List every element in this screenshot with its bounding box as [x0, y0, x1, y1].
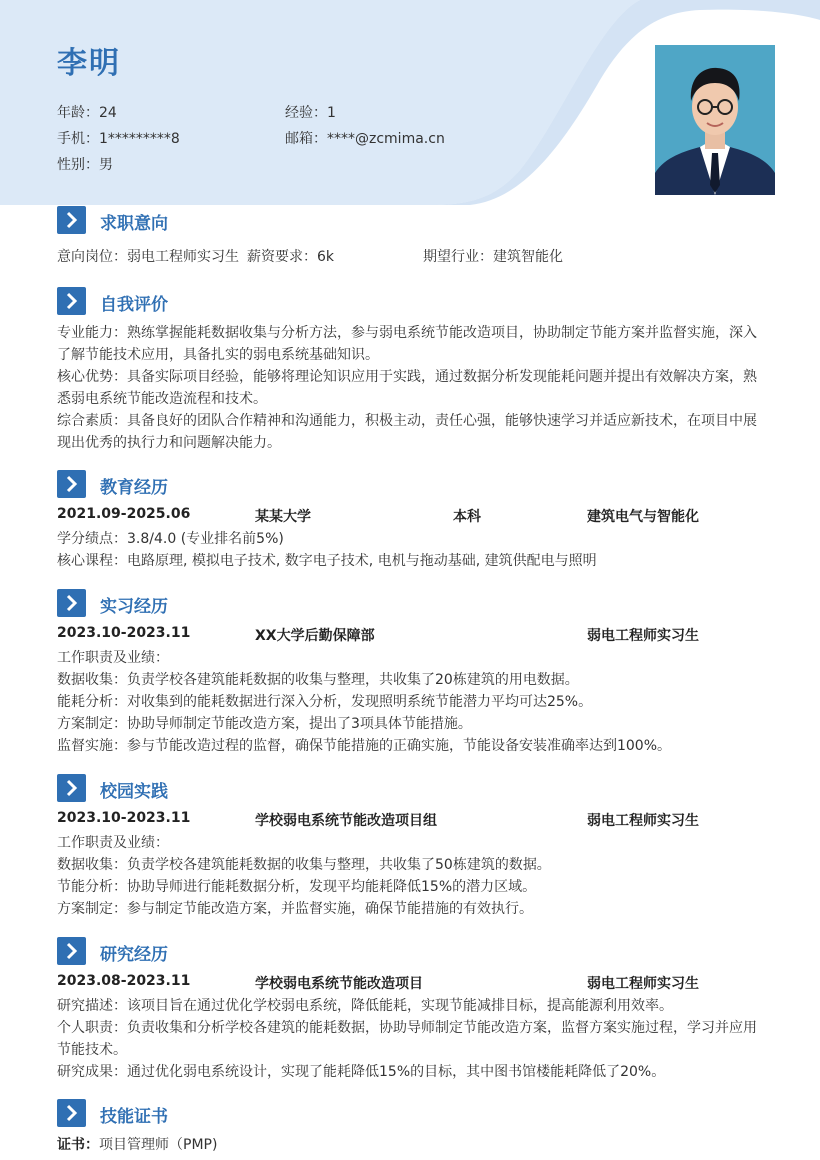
chevron-right-icon [57, 937, 86, 965]
gender-field [57, 154, 113, 174]
profile-photo [655, 45, 775, 195]
campus-line: 数据收集：负责学校各建筑能耗数据的收集与整理，共收集了50栋建筑的数据。 [57, 857, 551, 873]
internship-summary-row [57, 625, 765, 647]
chevron-right-icon [57, 589, 86, 617]
self-eval-line: 综合素质：具备良好的团队合作精神和沟通能力，积极主动，责任心强，能够快速学习并适应新技术，在项目中展现出优秀的执行力和问题解决能力。 [57, 413, 757, 451]
phone-value: 1*********8 [99, 131, 180, 147]
chevron-right-icon [57, 1099, 86, 1127]
section-title: 技能证书 [100, 1107, 168, 1127]
section-header [57, 589, 765, 617]
education-summary-row [57, 506, 765, 528]
research-line: 研究成果：通过优化弱电系统设计，实现了能耗降低15%的目标，其中图书馆楼能耗降低了20%。 [57, 1064, 666, 1080]
section-title: 研究经历 [100, 945, 168, 965]
certificate-label: 证书： [57, 1137, 99, 1153]
section-title: 自我评价 [100, 295, 168, 315]
section-campus-practice [57, 774, 765, 920]
education-major: 建筑电气与智能化 [587, 509, 699, 525]
candidate-name: 李明 [57, 46, 121, 81]
gender-label: 性别： [57, 157, 99, 173]
research-role: 弱电工程师实习生 [587, 976, 699, 992]
email-value: ****@zcmima.cn [327, 131, 445, 147]
campus-org: 学校弱电系统节能改造项目组 [255, 813, 437, 829]
internship-line: 数据收集：负责学校各建筑能耗数据的收集与整理，共收集了20栋建筑的用电数据。 [57, 672, 579, 688]
expected-industry: 期望行业：建筑智能化 [423, 249, 563, 265]
section-title: 教育经历 [100, 478, 168, 498]
education-degree: 本科 [453, 509, 481, 525]
age-value: 24 [99, 105, 117, 121]
section-header [57, 470, 765, 498]
education-school: 某某大学 [255, 509, 311, 525]
section-self-evaluation [57, 287, 765, 454]
research-org: 学校弱电系统节能改造项目 [255, 976, 423, 992]
internship-period: 2023.10-2023.11 [57, 625, 191, 641]
age-field [57, 102, 117, 122]
campus-details [57, 832, 765, 920]
section-education [57, 470, 765, 572]
campus-line: 工作职责及业绩： [57, 835, 169, 851]
chevron-right-icon [57, 470, 86, 498]
section-header [57, 287, 765, 315]
education-line: 核心课程：电路原理, 模拟电子技术, 数字电子技术, 电机与拖动基础, 建筑供配电与照明 [57, 553, 597, 569]
internship-line: 工作职责及业绩： [57, 650, 169, 666]
section-internship [57, 589, 765, 757]
campus-line: 方案制定：参与制定节能改造方案，并监督实施，确保节能措施的有效执行。 [57, 901, 533, 917]
age-label: 年龄： [57, 105, 99, 121]
section-title: 实习经历 [100, 597, 168, 617]
campus-line: 节能分析：协助导师进行能耗数据分析，发现平均能耗降低15%的潜力区域。 [57, 879, 537, 895]
section-header [57, 1099, 765, 1127]
self-eval-line: 核心优势：具备实际项目经验，能够将理论知识应用于实践，通过数据分析发现能耗问题并提出有效解决方案，熟悉弱电系统节能改造流程和技术。 [57, 369, 757, 407]
education-details [57, 528, 765, 572]
section-header [57, 937, 765, 965]
research-period: 2023.08-2023.11 [57, 973, 191, 989]
section-skills [57, 1099, 765, 1156]
intended-position: 意向岗位：弱电工程师实习生 [57, 249, 239, 265]
campus-role: 弱电工程师实习生 [587, 813, 699, 829]
campus-period: 2023.10-2023.11 [57, 810, 191, 826]
section-research [57, 937, 765, 1083]
section-header [57, 206, 765, 234]
self-eval-line: 专业能力：熟练掌握能耗数据收集与分析方法，参与弱电系统节能改造项目，协助制定节能方案并监督实施，深入了解节能技术应用，具备扎实的弱电系统基础知识。 [57, 325, 757, 363]
internship-role: 弱电工程师实习生 [587, 628, 699, 644]
internship-details [57, 647, 765, 757]
email-field [285, 128, 445, 148]
certificate-value: 项目管理师（PMP) [99, 1137, 218, 1153]
internship-line: 监督实施：参与节能改造过程的监督，确保节能措施的正确实施，节能设备安装准确率达到100%。 [57, 738, 672, 754]
research-line: 个人职责：负责收集和分析学校各建筑的能耗数据，协助导师制定节能改造方案，监督方案实施过程，学习并应用节能技术。 [57, 1020, 757, 1058]
experience-label: 经验： [285, 105, 327, 121]
campus-summary-row [57, 810, 765, 832]
gender-value: 男 [99, 157, 113, 173]
expected-salary: 薪资要求：6k [247, 249, 335, 265]
section-title: 校园实践 [100, 782, 168, 802]
section-title: 求职意向 [100, 214, 168, 234]
job-intention-row [57, 246, 765, 268]
phone-label: 手机： [57, 131, 99, 147]
self-eval-text [57, 322, 765, 454]
internship-org: XX大学后勤保障部 [255, 628, 375, 644]
education-line: 学分绩点：3.8/4.0 (专业排名前5%) [57, 531, 284, 547]
certificate-row [57, 1134, 765, 1156]
research-summary-row [57, 973, 765, 995]
section-job-intention [57, 206, 765, 268]
internship-line: 方案制定：协助导师制定节能改造方案，提出了3项具体节能措施。 [57, 716, 472, 732]
email-label: 邮箱： [285, 131, 327, 147]
chevron-right-icon [57, 206, 86, 234]
research-line: 研究描述：该项目旨在通过优化学校弱电系统，降低能耗，实现节能减排目标，提高能源利用效率。 [57, 998, 673, 1014]
chevron-right-icon [57, 287, 86, 315]
section-header [57, 774, 765, 802]
chevron-right-icon [57, 774, 86, 802]
internship-line: 能耗分析：对收集到的能耗数据进行深入分析，发现照明系统节能潜力平均可达25%。 [57, 694, 593, 710]
research-details [57, 995, 765, 1083]
phone-field [57, 128, 180, 148]
experience-field [285, 102, 336, 122]
education-period: 2021.09-2025.06 [57, 506, 191, 522]
experience-value: 1 [327, 105, 336, 121]
